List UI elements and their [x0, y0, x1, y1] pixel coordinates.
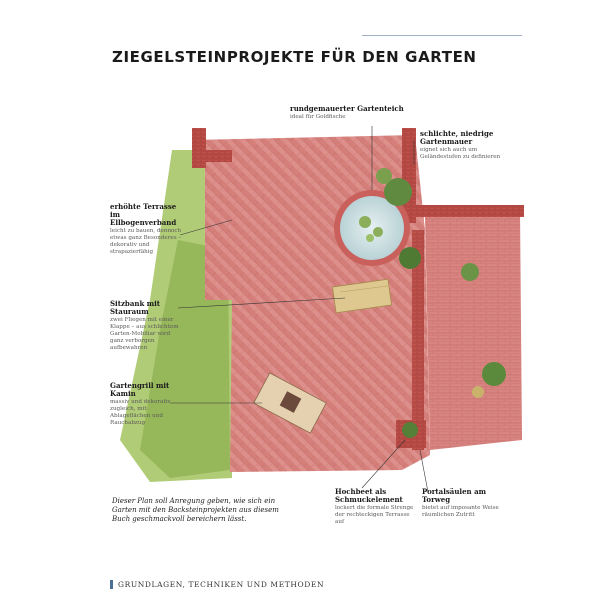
label-gartenteich: rundgemauerter Gartenteich ideal für Goldfische: [290, 104, 404, 120]
footer-text: GRUNDLAGEN, TECHNIKEN UND METHODEN: [118, 580, 325, 589]
page-title: ZIEGELSTEINPROJEKTE FÜR DEN GARTEN: [112, 48, 477, 66]
label-gartengrill: Gartengrill mit Kamin massiv und dekorativ zugleich, mit Ablageflächen und Rauchabzug: [110, 381, 171, 426]
label-gartenmauer: schlichte, niedrige Gartenmauer eignet sich auch um Geländestufen zu definieren: [420, 129, 501, 160]
figure-caption: Dieser Plan soll Anregung geben, wie sich ein Garten mit den Backsteinprojekten aus diesem Buch geschmackvoll bereichern lässt.: [112, 497, 279, 523]
label-hochbeet: Hochbeet als Schmuckelement lockert die formale Strenge der rechteckigen Terrasse auf: [335, 487, 414, 525]
label-terrasse: erhöhte Terrasse im Ellbogenverband leicht zu bauen, dennoch etwas ganz Besonderes – dekorativ und strapazierfähig: [110, 202, 182, 255]
label-portalsaeulen: Portalsäulen am Torweg bietet auf imposante Weise räumlichen Zutritt: [422, 487, 499, 518]
label-sitzbank: Sitzbank mit Stauraum zwei Fliegen mit einer Klappe – aus schlichtem Garten-Mobiliar wird ganz verborgen aufbewahren: [110, 299, 179, 351]
page-footer: [110, 580, 324, 589]
footer-accent-bar: [110, 580, 113, 589]
